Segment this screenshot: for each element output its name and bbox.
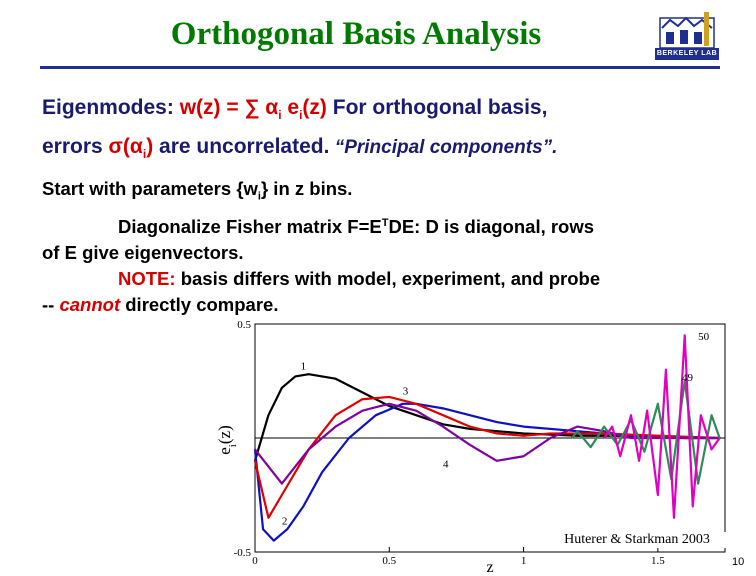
note-label: NOTE: [118,267,176,289]
body-line-4 [42,266,754,292]
page-number: 10 [732,556,745,568]
slide-title: Orthogonal Basis Analysis [170,16,542,52]
uncorrelated-text: are uncorrelated. [153,135,330,159]
curve-label-50: 50 [698,330,710,343]
body-line-2 [42,210,754,240]
paren-close: ) [146,135,154,159]
y-tick-label: 0.5 [237,319,251,331]
x-tick-label: 0 [252,555,258,567]
eigen-z-paren: (z) [302,96,327,119]
transpose-superscript: T [381,216,389,229]
body-line-5 [42,292,754,318]
sigma-alpha-subscript: i [142,147,147,162]
compare-text: directly compare. [120,293,279,315]
sigma-alpha: α [129,135,143,159]
x-tick-label: 1.5 [650,555,665,567]
eigen-formula-lhs: w(z) = [173,96,245,119]
body-line-1 [42,176,754,210]
principal-components-quote: “Principal components”. [329,137,558,159]
title-divider [40,66,720,69]
sigma-symbol: σ [108,135,123,159]
cannot-text: cannot [59,293,121,315]
x-tick-label: 1 [520,555,527,567]
e-subscript: i [299,108,303,123]
params-subscript: i [257,190,261,203]
curve-label-4: 4 [443,458,449,471]
curve-label-3: 3 [402,385,409,398]
curve-label-49: 49 [682,372,694,384]
paren-open: ( [122,135,130,159]
dash-text: -- [42,293,60,315]
x-tick-label: 0.5 [382,555,397,567]
fisher-text-end: DE: D is diagonal, rows [388,215,595,237]
alpha-subscript: i [278,108,282,123]
fisher-text: Diagonalize Fisher matrix F=E [118,215,382,237]
eigen-e: e [281,96,300,119]
body-line-3: of E give eigenvectors. [42,241,244,263]
curve-label-1: 1 [300,360,307,373]
params-end: } in z bins. [260,178,353,199]
errors-text: errors [42,135,109,159]
citation: Huterer & Starkman 2003 [545,532,729,548]
y-axis-label: $e_i(z)$ [215,425,239,455]
params-text: Start with parameters {w [42,178,258,199]
y-tick-label: -0.5 [233,547,251,559]
alpha-symbol: α [265,96,279,119]
logo-text: BERKELEY LAB [655,48,719,60]
x-axis-label: z [486,559,494,576]
body-paragraph [42,176,754,318]
eigen-tail: For orthogonal basis, [326,96,548,119]
curve-label-2: 2 [281,515,288,528]
sum-symbol: ∑ [244,96,260,119]
note-text: basis differs with model, experiment, and probe [175,267,601,289]
eigenmodes-statement [42,92,754,170]
eigenmodes-label: Eigenmodes: [42,96,174,119]
